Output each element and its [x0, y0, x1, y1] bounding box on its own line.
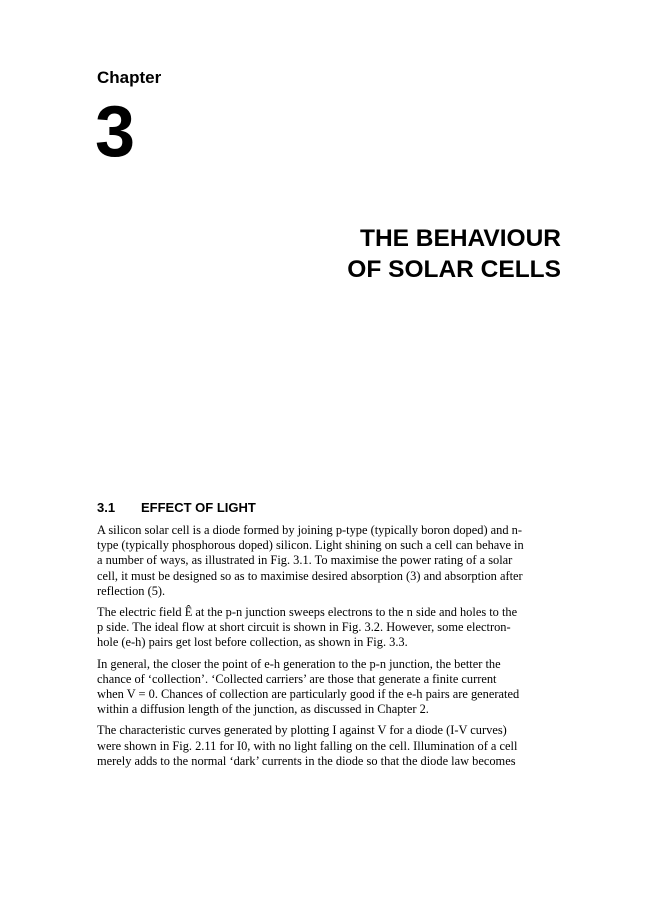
paragraph-2	[97, 605, 567, 651]
text-line: p side. The ideal flow at short circuit is shown in Fig. 3.2. However, some electron-	[97, 620, 511, 635]
section-title: EFFECT OF LIGHT	[141, 500, 256, 515]
paragraph-4	[97, 723, 567, 769]
text-line: type (typically phosphorous doped) silicon. Light shining on such a cell can behave in	[97, 538, 524, 553]
text-line: when V = 0. Chances of collection are particularly good if the e-h pairs are generated	[97, 687, 520, 702]
text-line: The characteristic curves generated by plotting I against V for a diode (I-V curves)	[97, 723, 507, 738]
text-line: a number of ways, as illustrated in Fig. 3.1. To maximise the power rating of a solar	[97, 553, 513, 568]
text-line: In general, the closer the point of e-h generation to the p-n junction, the better the	[97, 656, 501, 671]
paragraph-3	[97, 657, 567, 718]
body-text	[97, 523, 567, 775]
chapter-number: 3	[95, 92, 136, 172]
text-line: chance of ‘collection’. ‘Collected carriers’ are those that generate a finite current	[97, 671, 497, 686]
text-line: cell, it must be designed so as to maximise desired absorption (3) and absorption after	[97, 568, 523, 583]
chapter-label: Chapter	[97, 68, 162, 87]
section-heading	[97, 500, 256, 515]
paragraph-1	[97, 523, 567, 599]
chapter-title-line-2: OF SOLAR CELLS	[347, 256, 561, 283]
text-line: within a diffusion length of the junction, as discussed in Chapter 2.	[97, 702, 429, 717]
text-line: A silicon solar cell is a diode formed by joining p-type (typically boron doped) and n-	[97, 523, 522, 537]
chapter-title-line-1: THE BEHAVIOUR	[359, 225, 561, 252]
text-line: The electric field Ê at the p-n junction sweeps electrons to the n side and holes to the	[97, 605, 518, 620]
chapter-title	[347, 223, 561, 285]
text-line: reflection (5).	[97, 583, 166, 598]
section-number: 3.1	[97, 500, 116, 515]
text-line: merely adds to the normal ‘dark’ currents in the diode so that the diode law becomes	[97, 753, 516, 768]
text-line: hole (e-h) pairs get lost before collection, as shown in Fig. 3.3.	[97, 635, 408, 650]
text-line: were shown in Fig. 2.11 for I0, with no light falling on the cell. Illumination of a cell	[97, 738, 518, 753]
